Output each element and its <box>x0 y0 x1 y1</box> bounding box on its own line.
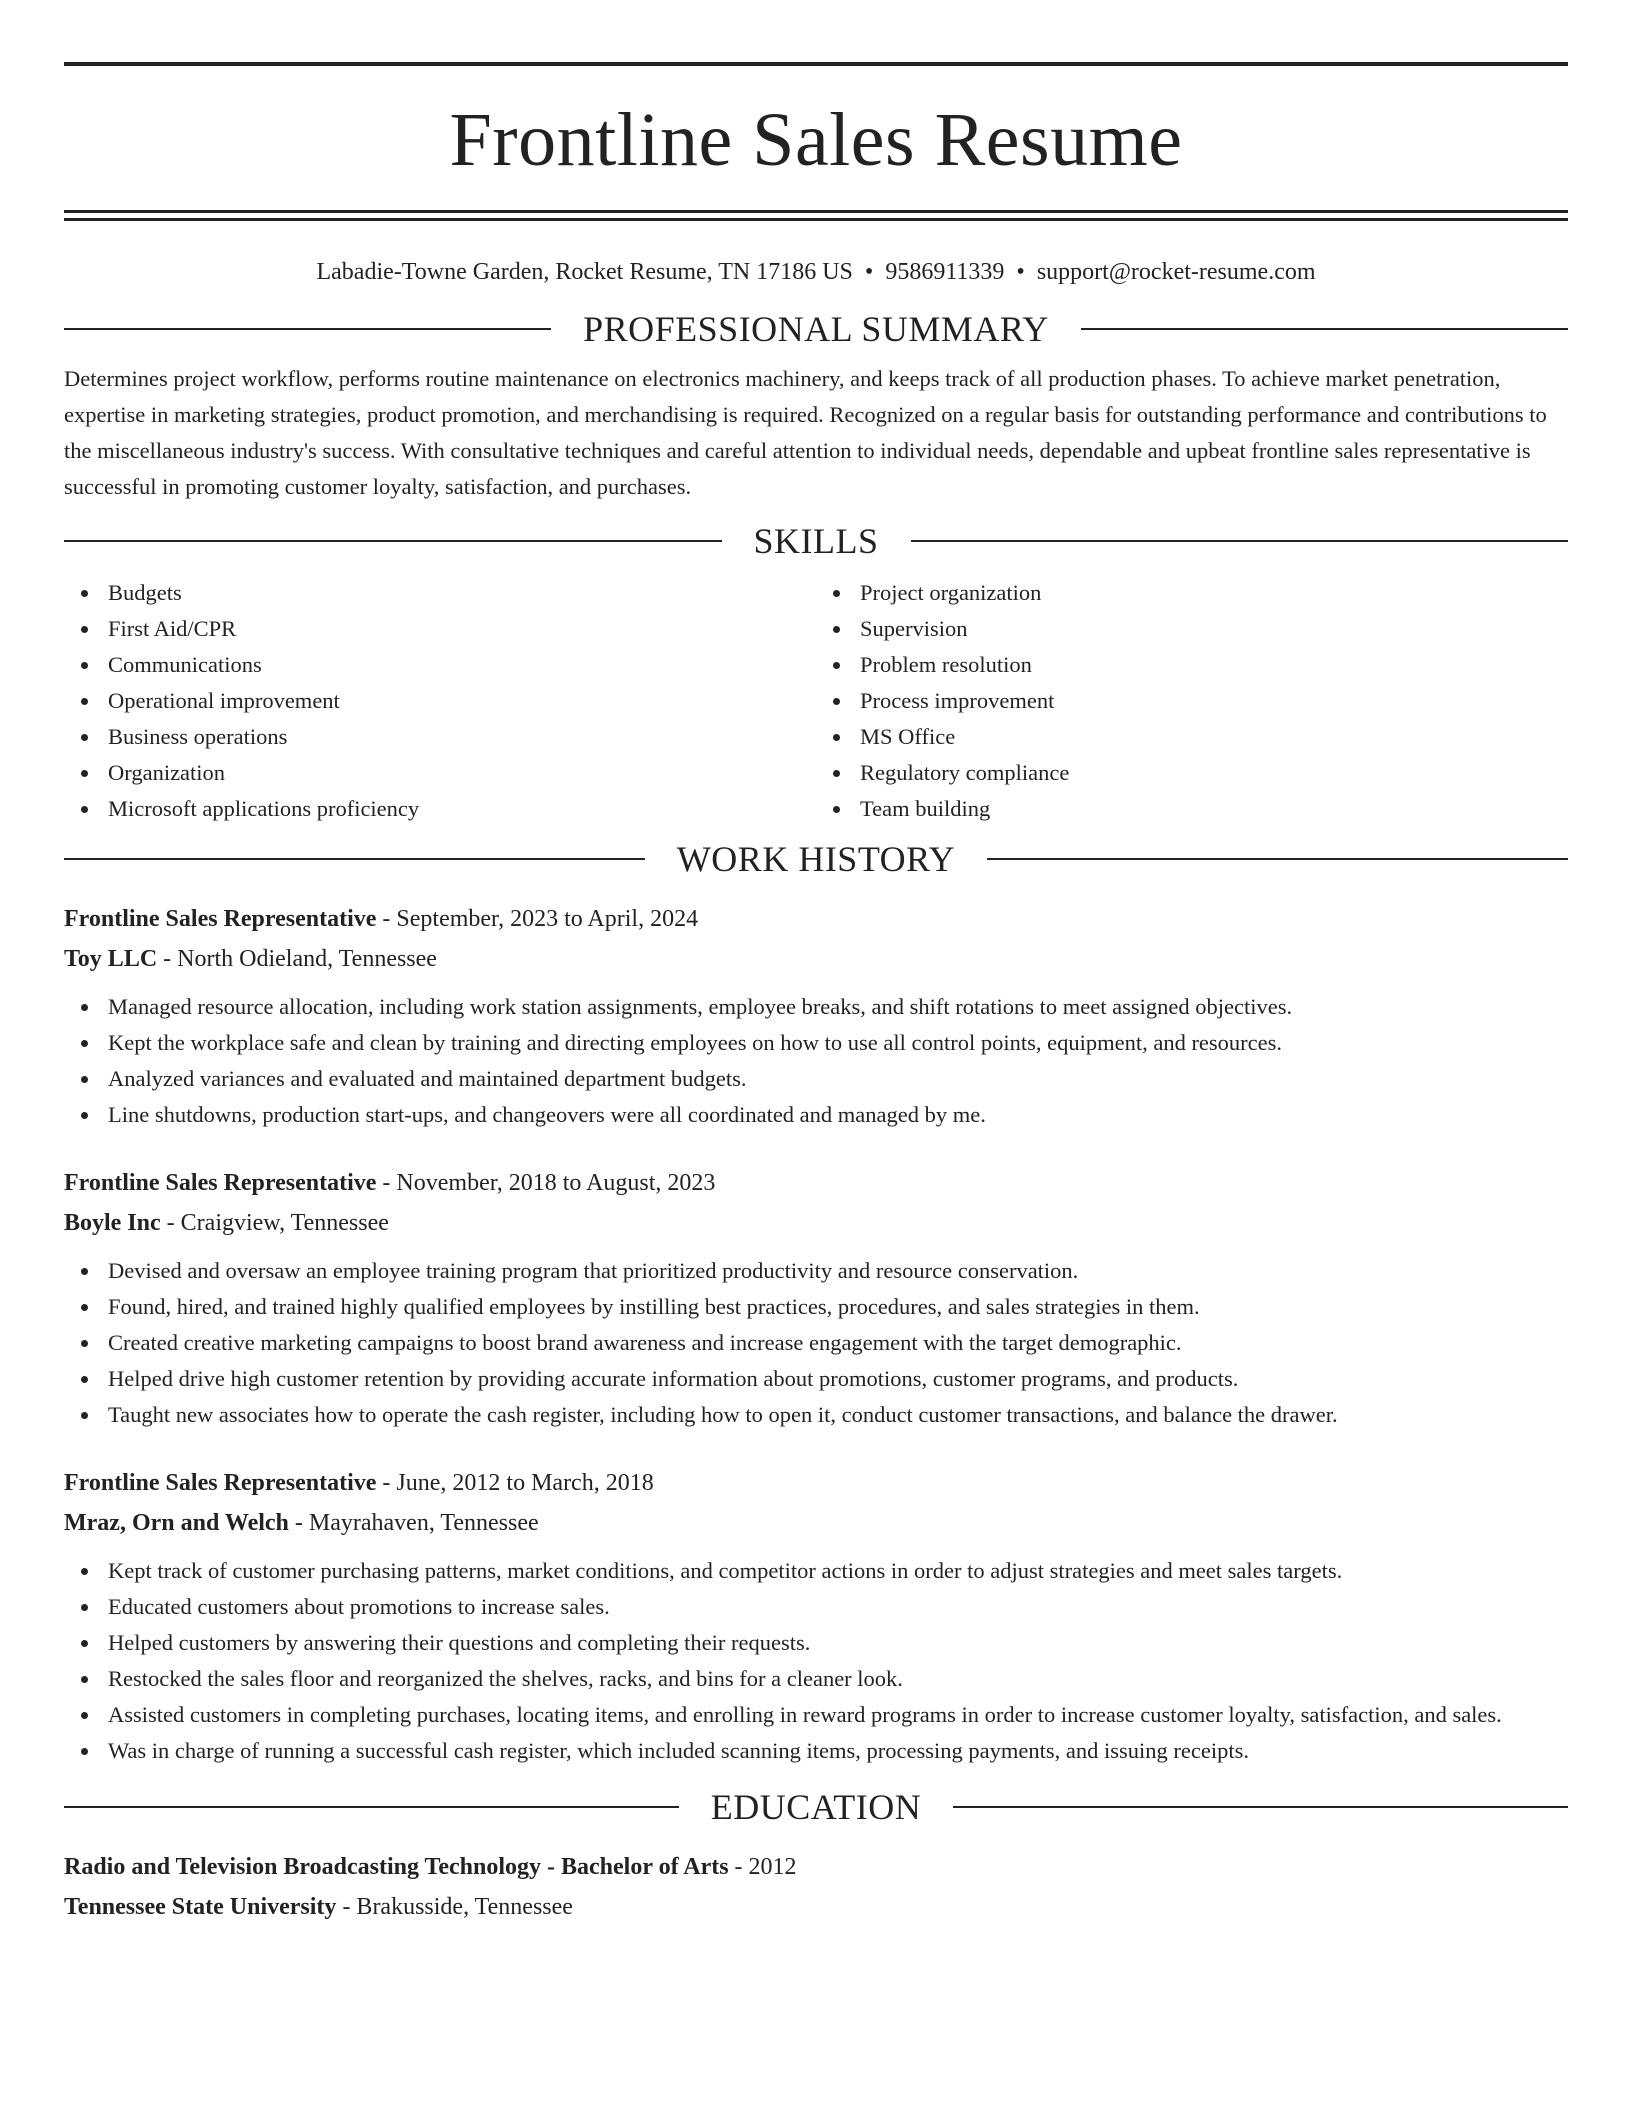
job-bullet: Devised and oversaw an employee training program that prioritized productivity and resource conservation. <box>108 1253 1568 1289</box>
title-double-rule <box>64 210 1568 221</box>
section-rule-left <box>64 328 551 330</box>
skill-item: Team building <box>860 791 1568 827</box>
summary-heading: PROFESSIONAL SUMMARY <box>583 309 1049 349</box>
job-company-line <box>64 939 1568 979</box>
job-entry <box>64 1163 1568 1433</box>
contact-separator: • <box>864 259 874 285</box>
skills-heading: SKILLS <box>753 521 879 561</box>
skill-item: Budgets <box>108 575 816 611</box>
job-title-line <box>64 1463 1568 1503</box>
job-location: - North Odieland, Tennessee <box>157 946 437 972</box>
job-bullet: Created creative marketing campaigns to boost brand awareness and increase engagement with the target demographic. <box>108 1325 1568 1361</box>
skill-item: First Aid/CPR <box>108 611 816 647</box>
job-title-line <box>64 1163 1568 1203</box>
skill-item: Process improvement <box>860 683 1568 719</box>
job-bullet: Was in charge of running a successful cash register, which included scanning items, processing payments, and issuing receipts. <box>108 1733 1568 1769</box>
skills-section-header <box>64 521 1568 561</box>
job-company: Boyle Inc <box>64 1210 161 1236</box>
contact-phone: 9586911339 <box>885 259 1005 285</box>
page-title: Frontline Sales Resume <box>449 98 1183 182</box>
job-title: Frontline Sales Representative <box>64 1170 377 1196</box>
section-rule-right <box>1081 328 1568 330</box>
education-section-header <box>64 1787 1568 1827</box>
job-bullets <box>64 1553 1568 1769</box>
job-title: Frontline Sales Representative <box>64 906 377 932</box>
skill-item: Microsoft applications proficiency <box>108 791 816 827</box>
skills-list <box>64 575 1568 827</box>
education-school: Tennessee State University <box>64 1894 337 1920</box>
contact-line <box>64 257 1568 287</box>
skill-item: Regulatory compliance <box>860 755 1568 791</box>
education-degree: Radio and Television Broadcasting Technology - Bachelor of Arts <box>64 1854 729 1880</box>
job-bullet: Restocked the sales floor and reorganized the shelves, racks, and bins for a cleaner look. <box>108 1661 1568 1697</box>
section-rule-right <box>953 1806 1568 1808</box>
job-entry <box>64 899 1568 1133</box>
job-bullet: Educated customers about promotions to increase sales. <box>108 1589 1568 1625</box>
education-heading: EDUCATION <box>710 1787 922 1827</box>
skill-item: Problem resolution <box>860 647 1568 683</box>
section-rule-right <box>987 858 1568 860</box>
job-bullet: Kept the workplace safe and clean by training and directing employees on how to use all control points, equipment, and resources. <box>108 1025 1568 1061</box>
skills-column-left <box>64 575 816 827</box>
job-dates: - June, 2012 to March, 2018 <box>376 1470 654 1496</box>
job-bullet: Assisted customers in completing purchases, locating items, and enrolling in reward programs in order to increase customer loyalty, satisfaction, and sales. <box>108 1697 1568 1733</box>
job-title-line <box>64 899 1568 939</box>
section-rule-left <box>64 858 645 860</box>
job-bullets <box>64 989 1568 1133</box>
job-company-line <box>64 1503 1568 1543</box>
contact-address: Labadie-Towne Garden, Rocket Resume, TN 17186 US <box>316 259 853 285</box>
skill-item: Communications <box>108 647 816 683</box>
education-entry <box>64 1847 1568 1927</box>
summary-section-header <box>64 309 1568 349</box>
job-company: Toy LLC <box>64 946 158 972</box>
job-bullet: Kept track of customer purchasing patterns, market conditions, and competitor actions in order to adjust strategies and meet sales targets. <box>108 1553 1568 1589</box>
contact-email: support@rocket-resume.com <box>1036 259 1316 285</box>
job-location: - Mayrahaven, Tennessee <box>288 1510 539 1536</box>
job-bullet: Helped customers by answering their questions and completing their requests. <box>108 1625 1568 1661</box>
job-bullet: Found, hired, and trained highly qualified employees by instilling best practices, procedures, and sales strategies in them. <box>108 1289 1568 1325</box>
education-location: - Brakusside, Tennessee <box>336 1894 573 1920</box>
section-rule-left <box>64 1806 679 1808</box>
summary-text: Determines project workflow, performs routine maintenance on electronics machinery, and keeps track of all production phases. To achieve market penetration, expertise in marketing strategies, product promotion, and merchandising is required. Recognized on a regular basis for outstanding performance and contributions to the miscellaneous industry's success. With consultative techniques and careful attention to individual needs, dependable and upbeat frontline sales representative is successful in promoting customer loyalty, satisfaction, and purchases. <box>64 366 1547 499</box>
job-company-line <box>64 1203 1568 1243</box>
job-bullet: Analyzed variances and evaluated and maintained department budgets. <box>108 1061 1568 1097</box>
job-bullets <box>64 1253 1568 1433</box>
education-year: - 2012 <box>728 1854 797 1880</box>
job-bullet: Managed resource allocation, including work station assignments, employee breaks, and shift rotations to meet assigned objectives. <box>108 989 1568 1025</box>
education-school-line <box>64 1887 1568 1927</box>
job-bullet: Taught new associates how to operate the cash register, including how to open it, conduct customer transactions, and balance the drawer. <box>108 1397 1568 1433</box>
job-bullet: Line shutdowns, production start-ups, and changeovers were all coordinated and managed by me. <box>108 1097 1568 1133</box>
job-bullet: Helped drive high customer retention by providing accurate information about promotions, customer programs, and products. <box>108 1361 1568 1397</box>
job-dates: - September, 2023 to April, 2024 <box>376 906 699 932</box>
job-company: Mraz, Orn and Welch <box>64 1510 289 1536</box>
section-rule-left <box>64 540 722 542</box>
work-heading: WORK HISTORY <box>676 839 956 879</box>
top-rule <box>64 62 1568 66</box>
education-degree-line <box>64 1847 1568 1887</box>
job-entry <box>64 1463 1568 1769</box>
job-title: Frontline Sales Representative <box>64 1470 377 1496</box>
skill-item: Supervision <box>860 611 1568 647</box>
section-rule-right <box>911 540 1569 542</box>
job-location: - Craigview, Tennessee <box>160 1210 389 1236</box>
skills-column-right <box>816 575 1568 827</box>
skill-item: MS Office <box>860 719 1568 755</box>
work-section-header <box>64 839 1568 879</box>
skill-item: Operational improvement <box>108 683 816 719</box>
skill-item: Project organization <box>860 575 1568 611</box>
skill-item: Organization <box>108 755 816 791</box>
contact-separator: • <box>1016 259 1025 285</box>
skill-item: Business operations <box>108 719 816 755</box>
job-dates: - November, 2018 to August, 2023 <box>376 1170 716 1196</box>
